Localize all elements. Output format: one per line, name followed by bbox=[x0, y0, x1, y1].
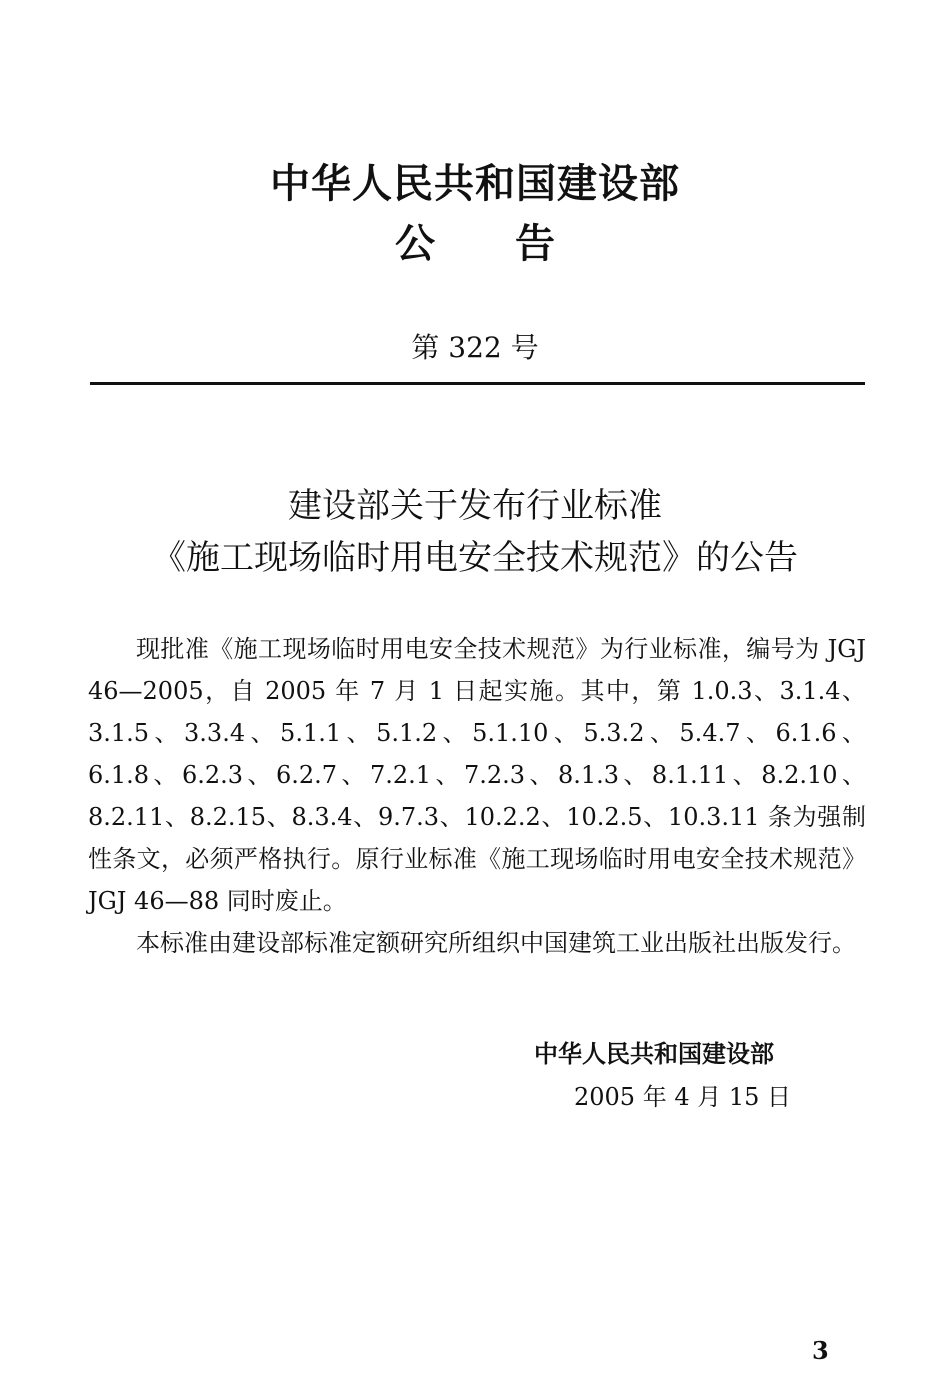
body-paragraph-2: 本标准由建设部标准定额研究所组织中国建筑工业出版社出版发行。 bbox=[136, 929, 856, 957]
signature-organization: 中华人民共和国建设部 bbox=[534, 1040, 774, 1068]
announcement-heading: 公告 bbox=[395, 221, 635, 267]
header-divider bbox=[90, 382, 865, 385]
document-title-line-2: 《施工现场临时用电安全技术规范》的公告 bbox=[152, 538, 798, 578]
signature-date: 2005 年 4 月 15 日 bbox=[574, 1083, 792, 1111]
body-paragraph-1: 现批准《施工现场临时用电安全技术规范》为行业标准，编号为 JGJ 46—2005，自 2005 年 7 月 1 日起实施。其中，第 1.0.3、3.1.4、3.1.5、3.3.4、5.1.1、5.1.2、5.1.10、5.3.2、5.4.7、6.1.6、6.1.8、6.2.3、6.2.7、7.2.1、7.2.3、8.1.3、8.1.11、8.2.10、8.2.11、8.2.15、8.3.4、9.7.3、10.2.2、10.2.5、10.3.11 条为强制性条文，必须严格执行。原行业标准《施工现场临时用电安全技术规范》JGJ 46—88 同时废止。 bbox=[88, 635, 866, 915]
document-title-line-1: 建设部关于发布行业标准 bbox=[288, 486, 662, 526]
page-number: 3 bbox=[812, 1336, 829, 1365]
issue-number: 第 322 号 bbox=[411, 331, 539, 364]
ministry-title: 中华人民共和国建设部 bbox=[270, 161, 680, 207]
announcement-body bbox=[88, 628, 866, 964]
